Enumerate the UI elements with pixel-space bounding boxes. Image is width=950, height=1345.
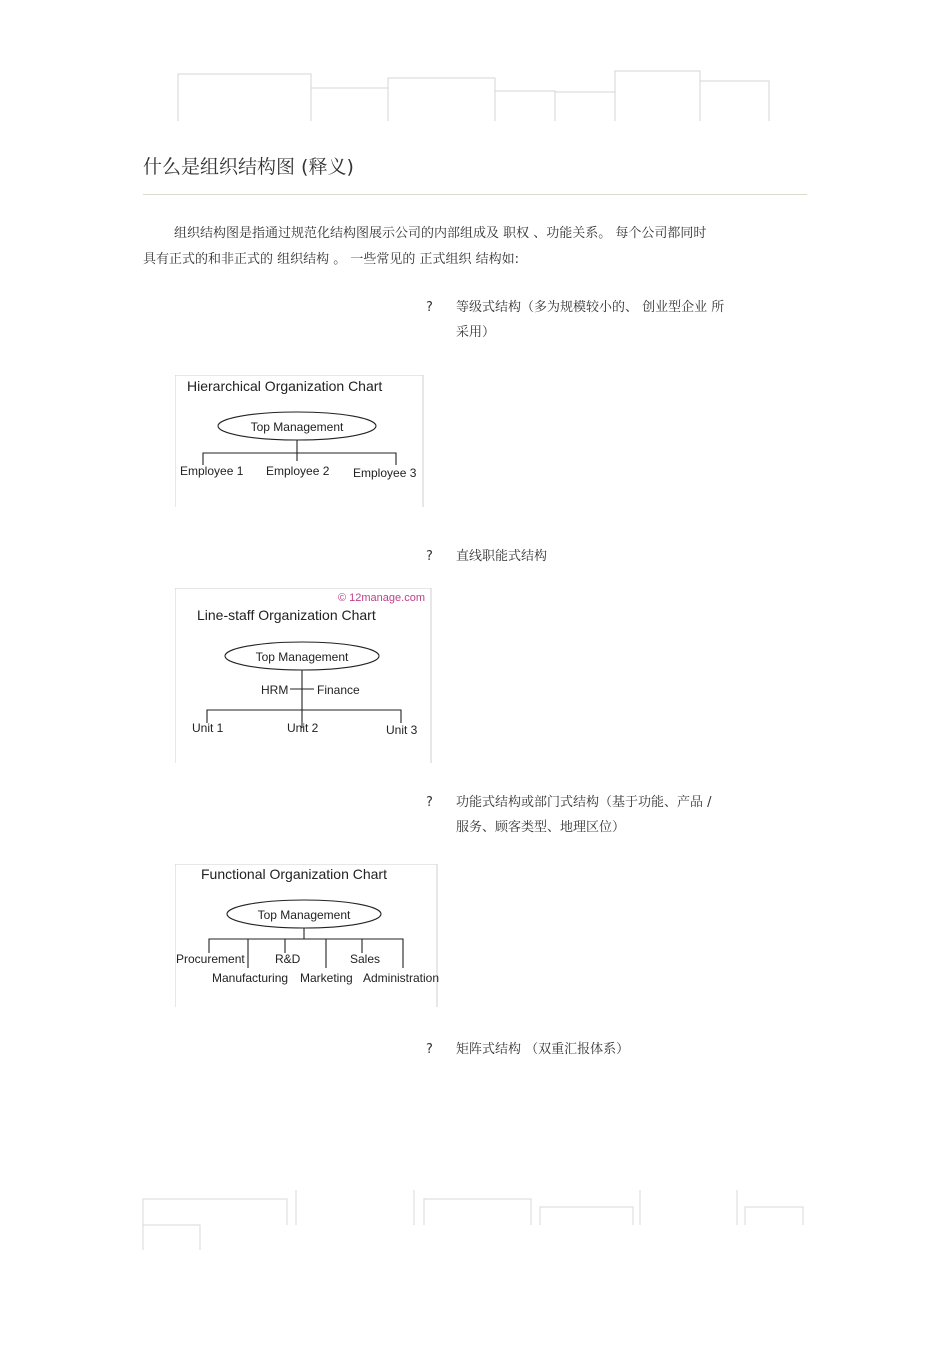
employee-2-node: Employee 2 xyxy=(266,464,330,478)
functional-org-chart xyxy=(175,864,439,1007)
hrm-staff-node: HRM xyxy=(261,683,289,697)
title-divider xyxy=(143,194,807,195)
unit-2-node: Unit 2 xyxy=(287,721,319,735)
hierarchical-org-chart xyxy=(175,375,425,507)
bullet-marker: ? xyxy=(426,549,433,564)
list-item-1-line-1: 等级式结构（多为规模较小的、 创业型企业 所 xyxy=(456,300,725,315)
sales-node: Sales xyxy=(350,952,381,966)
unit-1-node: Unit 1 xyxy=(192,721,224,735)
list-item-2-line-1: 直线职能式结构 xyxy=(456,549,548,564)
footer-decoration xyxy=(0,1185,950,1255)
intro-line-1: 组织结构图是指通过规范化结构图展示公司的内部组成及 职权 、功能关系。 每个公司都同时 xyxy=(174,226,707,241)
finance-staff-node: Finance xyxy=(317,683,360,697)
bullet-marker: ? xyxy=(426,1042,433,1057)
employee-3-node: Employee 3 xyxy=(353,466,417,480)
list-item-3-line-2: 服务、顾客类型、地理区位） xyxy=(456,820,626,835)
list-item-4-line-1: 矩阵式结构 （双重汇报体系） xyxy=(456,1042,630,1057)
connector-lines xyxy=(207,670,401,728)
employee-1-node: Employee 1 xyxy=(180,464,244,478)
top-management-label: Top Management xyxy=(257,908,351,922)
list-item-1-line-2: 采用） xyxy=(456,325,496,340)
unit-3-node: Unit 3 xyxy=(386,723,418,737)
manufacturing-node: Manufacturing xyxy=(212,971,289,985)
intro-line-2: 具有正式的和非正式的 组织结构 。 一些常见的 正式组织 结构如: xyxy=(143,252,520,267)
chart-title: Hierarchical Organization Chart xyxy=(187,378,383,394)
administration-node: Administration xyxy=(363,971,439,985)
top-management-label: Top Management xyxy=(250,420,344,434)
list-item-3-line-1: 功能式结构或部门式结构（基于功能、产品 / xyxy=(456,795,712,810)
watermark-label: © 12manage.com xyxy=(338,592,425,604)
rnd-node: R&D xyxy=(275,952,301,966)
header-decoration xyxy=(0,0,950,130)
bullet-marker: ? xyxy=(426,300,433,315)
line-staff-org-chart xyxy=(175,588,433,763)
page-title: 什么是组织结构图 (释义) xyxy=(143,156,354,178)
chart-title: Line-staff Organization Chart xyxy=(197,607,376,623)
connector-lines xyxy=(203,440,396,465)
bullet-marker: ? xyxy=(426,795,433,810)
procurement-node: Procurement xyxy=(176,952,245,966)
chart-title: Functional Organization Chart xyxy=(201,866,387,882)
marketing-node: Marketing xyxy=(300,971,353,985)
top-management-label: Top Management xyxy=(255,650,349,664)
